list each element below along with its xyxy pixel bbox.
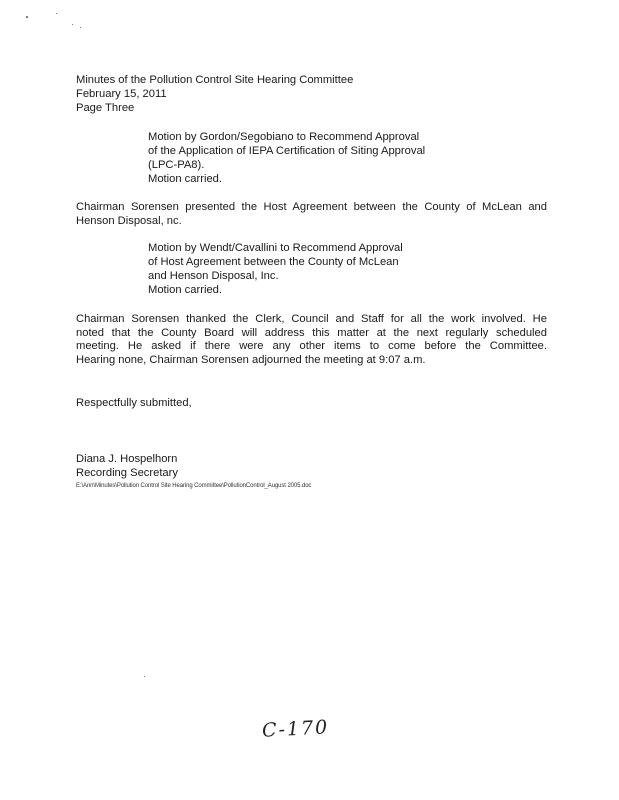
motion-2-result: Motion carried. [148, 284, 222, 296]
scan-speck [80, 27, 81, 28]
file-path: E:\Ann\Minutes\Pollution Control Site Hearing Committee\PollutionControl_August 2005.doc [76, 483, 312, 489]
paragraph-1-line-2: Henson Disposal, nc. [76, 214, 182, 227]
handwritten-page-number: C-170 [261, 716, 330, 742]
paragraph-1-line-1: Chairman Sorensen presented the Host Agreement between the County of McLean and [76, 201, 547, 213]
paragraph-host-agreement [76, 201, 547, 228]
header-page: Page Three [76, 102, 135, 114]
paragraph-2-line-3: meeting. He asked if there were any other items to come before the Committee. [76, 340, 547, 353]
header-title: Minutes of the Pollution Control Site Hearing Committee [76, 74, 354, 86]
motion-2-line-2: of Host Agreement between the County of McLean [148, 256, 399, 268]
signer-title: Recording Secretary [76, 467, 178, 479]
closing-text: Respectfully submitted, [76, 397, 192, 409]
paragraph-2-line-4: Hearing none, Chairman Sorensen adjourned the meeting at 9:07 a.m. [76, 353, 426, 366]
motion-1-result: Motion carried. [148, 173, 222, 185]
signer-name: Diana J. Hospelhorn [76, 453, 178, 465]
paragraph-adjournment [76, 313, 547, 367]
paragraph-2-line-2: noted that the County Board will address this matter at the next regularly scheduled [76, 326, 547, 339]
motion-1-line-2: of the Application of IEPA Certification of Siting Approval [148, 145, 426, 157]
scan-speck [144, 676, 145, 677]
scan-speck [56, 13, 57, 14]
motion-1-line-3: (LPC-PA8). [148, 159, 205, 171]
scan-speck [26, 16, 28, 18]
header-date: February 15, 2011 [76, 88, 167, 100]
scan-speck [72, 24, 73, 25]
motion-2-line-3: and Henson Disposal, Inc. [148, 270, 279, 282]
paragraph-2-line-1: Chairman Sorensen thanked the Clerk, Council and Staff for all the work involved. He [76, 313, 547, 325]
motion-1-line-1: Motion by Gordon/Segobiano to Recommend Approval [148, 131, 420, 143]
motion-2-line-1: Motion by Wendt/Cavallini to Recommend Approval [148, 242, 403, 254]
